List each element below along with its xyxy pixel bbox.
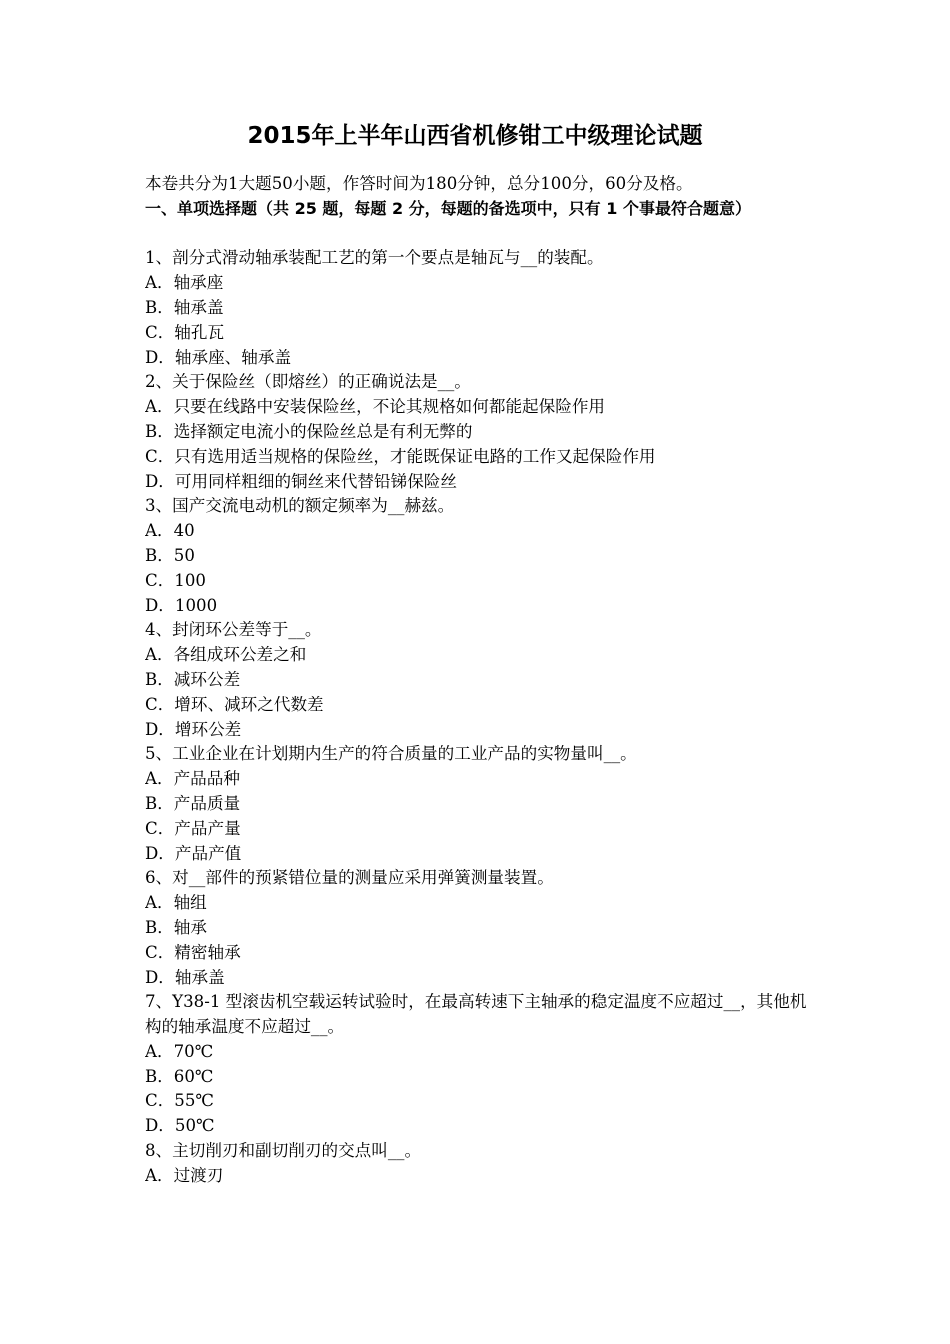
answer-option: B．产品质量 [145,793,241,813]
answer-option: A．轴承座 [145,273,224,293]
answer-option: A．只要在线路中安装保险丝，不论其规格如何都能起保险作用 [145,397,606,417]
answer-option: C．轴孔瓦 [145,322,225,342]
question-text: 5、工业企业在计划期内生产的符合质量的工业产品的实物量叫__。 [145,744,637,764]
section-heading: 一、单项选择题（共 25 题，每题 2 分，每题的备选项中，只有 1 个事最符合题意） [145,198,751,218]
answer-option: A．过渡刃 [145,1165,224,1185]
question-item [145,742,810,866]
answer-option: C．精密轴承 [145,942,241,962]
answer-option: B．轴承盖 [145,297,224,317]
answer-option: C．100 [145,570,206,590]
question-text: 8、主切削刃和副切削刃的交点叫__。 [145,1141,422,1161]
answer-option: B．60℃ [145,1066,214,1086]
answer-option: D．50℃ [145,1116,215,1136]
question-text: 6、对__部件的预紧错位量的测量应采用弹簧测量装置。 [145,868,554,888]
answer-option: C．增环、减环之代数差 [145,694,324,714]
answer-option: D．增环公差 [145,719,242,739]
question-list [145,246,810,1188]
document-body [145,172,810,1189]
question-text: 1、剖分式滑动轴承装配工艺的第一个要点是轴瓦与__的装配。 [145,248,604,268]
document-title: 2015年上半年山西省机修钳工中级理论试题 [247,123,703,149]
answer-option: D．产品产值 [145,843,242,863]
answer-option: D．可用同样粗细的铜丝来代替铅锑保险丝 [145,471,457,491]
answer-option: B．50 [145,545,195,565]
question-item [145,990,810,1139]
question-text: 7、Y38-1 型滚齿机空载运转试验时，在最高转速下主轴承的稳定温度不应超过__，其他机构的轴承温度不应超过__。 [145,992,807,1037]
answer-option: A．产品品种 [145,769,240,789]
question-text: 3、国产交流电动机的额定频率为__赫兹。 [145,496,455,516]
answer-option: A．各组成环公差之和 [145,645,307,665]
exam-intro: 本卷共分为1大题50小题，作答时间为180分钟，总分100分，60分及格。 [145,174,693,193]
answer-option: C．55℃ [145,1091,214,1111]
question-item [145,618,810,742]
answer-option: D．1000 [145,595,218,615]
question-item [145,494,810,618]
question-item [145,866,810,990]
answer-option: C．产品产量 [145,818,241,838]
answer-option: A．40 [145,521,195,541]
answer-option: D．轴承座、轴承盖 [145,347,292,367]
question-item [145,370,810,494]
answer-option: C．只有选用适当规格的保险丝，才能既保证电路的工作又起保险作用 [145,446,656,466]
question-item [145,246,810,370]
question-text: 4、封闭环公差等于__。 [145,620,322,640]
answer-option: A．轴组 [145,893,207,913]
question-text: 2、关于保险丝（即熔丝）的正确说法是__。 [145,372,471,392]
answer-option: B．选择额定电流小的保险丝总是有利无弊的 [145,421,473,441]
answer-option: D．轴承盖 [145,967,225,987]
question-item [145,1139,810,1189]
answer-option: B．轴承 [145,917,207,937]
answer-option: B．减环公差 [145,669,241,689]
answer-option: A．70℃ [145,1041,214,1061]
